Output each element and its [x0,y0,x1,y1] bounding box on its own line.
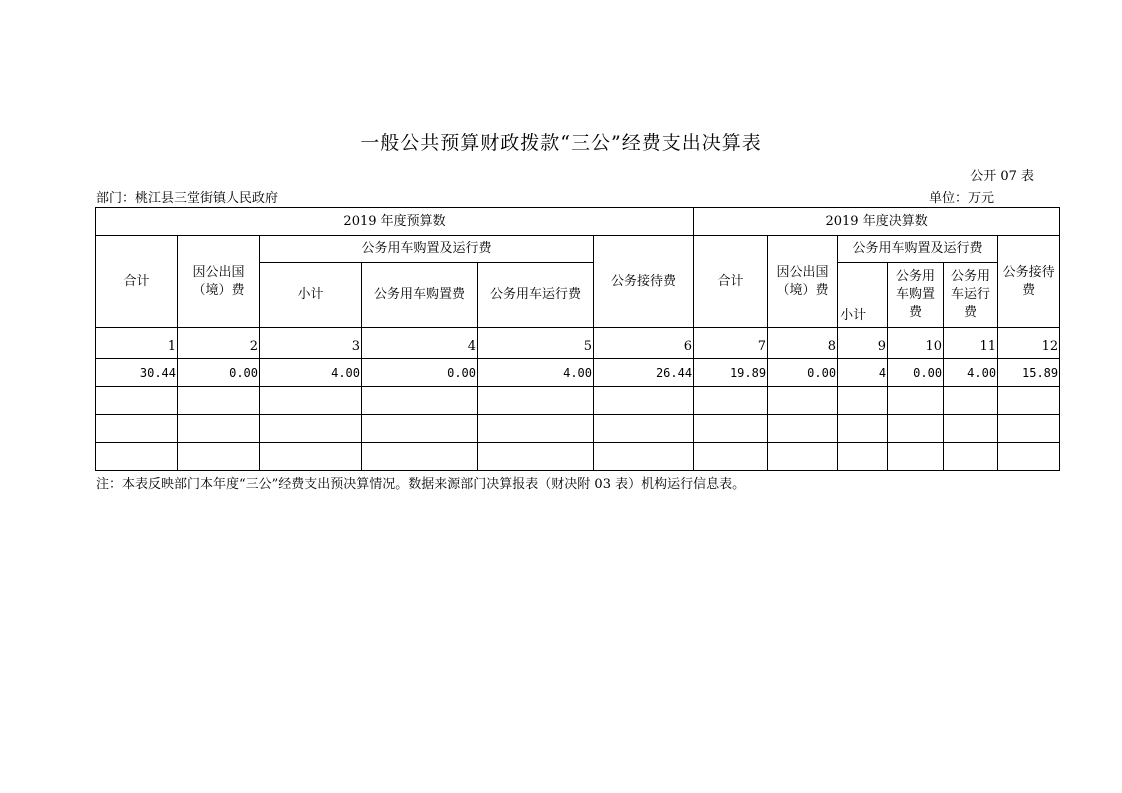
empty-cell [888,387,944,415]
value-cell: 0.00 [768,359,838,387]
index-cell: 4 [362,328,478,359]
final-reception-header: 公务接待费 [998,236,1060,328]
final-group-header: 2019 年度决算数 [694,208,1060,236]
empty-cell [478,415,594,443]
empty-cell [944,387,998,415]
empty-cell [478,443,594,471]
value-cell: 4 [838,359,888,387]
budget-vehicle-operation-header: 公务用车运行费 [478,263,594,328]
index-cell: 3 [260,328,362,359]
empty-cell [96,443,178,471]
index-cell: 6 [594,328,694,359]
empty-row [96,443,1060,471]
empty-cell [362,443,478,471]
index-cell: 2 [178,328,260,359]
index-cell: 1 [96,328,178,359]
final-abroad-header: 因公出国（境）费 [768,236,838,328]
empty-cell [362,415,478,443]
index-cell: 10 [888,328,944,359]
index-cell: 8 [768,328,838,359]
value-cell: 26.44 [594,359,694,387]
value-cell: 4.00 [478,359,594,387]
value-cell: 19.89 [694,359,768,387]
empty-cell [594,415,694,443]
empty-cell [178,415,260,443]
empty-cell [594,387,694,415]
empty-cell [178,387,260,415]
empty-cell [694,415,768,443]
index-row [96,328,1060,359]
page-title: 一般公共预算财政拨款“三公”经费支出决算表 [360,132,762,154]
final-vehicle-group-header: 公务用车购置及运行费 [838,236,998,263]
form-code: 公开 07 表 [970,169,1034,184]
empty-cell [260,415,362,443]
empty-cell [96,387,178,415]
empty-row [96,387,1060,415]
index-cell: 11 [944,328,998,359]
value-cell: 0.00 [362,359,478,387]
empty-cell [838,415,888,443]
value-cell: 0.00 [888,359,944,387]
budget-vehicle-group-header: 公务用车购置及运行费 [260,236,594,263]
empty-row [96,415,1060,443]
empty-cell [260,387,362,415]
final-vehicle-operation-header: 公务用车运行费 [944,263,998,328]
index-cell: 5 [478,328,594,359]
empty-cell [260,443,362,471]
empty-cell [838,443,888,471]
empty-cell [944,443,998,471]
index-cell: 7 [694,328,768,359]
empty-cell [96,415,178,443]
budget-reception-header: 公务接待费 [594,236,694,328]
empty-cell [998,387,1060,415]
empty-cell [594,443,694,471]
value-cell: 4.00 [944,359,998,387]
budget-subtotal-header: 小计 [260,263,362,328]
footnote: 注：本表反映部门本年度“三公”经费支出预决算情况。数据来源部门决算报表（财决附 03 表）机构运行信息表。 [96,477,746,492]
empty-cell [768,387,838,415]
final-subtotal-header: 小计 [838,263,888,328]
value-cell: 15.89 [998,359,1060,387]
empty-cell [838,387,888,415]
final-vehicle-purchase-header: 公务用车购置费 [888,263,944,328]
empty-cell [998,443,1060,471]
empty-cell [888,443,944,471]
value-cell: 30.44 [96,359,178,387]
department-label: 部门：桃江县三堂街镇人民政府 [96,191,279,206]
final-total-header: 合计 [694,236,768,328]
budget-vehicle-purchase-header: 公务用车购置费 [362,263,478,328]
value-cell: 0.00 [178,359,260,387]
empty-cell [694,387,768,415]
empty-cell [362,387,478,415]
index-cell: 12 [998,328,1060,359]
empty-cell [888,415,944,443]
empty-cell [768,415,838,443]
empty-cell [478,387,594,415]
budget-abroad-header: 因公出国（境）费 [178,236,260,328]
budget-total-header: 合计 [96,236,178,328]
expenditure-table [95,207,1060,471]
empty-cell [178,443,260,471]
budget-group-header: 2019 年度预算数 [96,208,694,236]
unit-label: 单位：万元 [929,191,995,206]
value-row [96,359,1060,387]
empty-cell [944,415,998,443]
empty-cell [998,415,1060,443]
index-cell: 9 [838,328,888,359]
empty-cell [694,443,768,471]
empty-cell [768,443,838,471]
value-cell: 4.00 [260,359,362,387]
